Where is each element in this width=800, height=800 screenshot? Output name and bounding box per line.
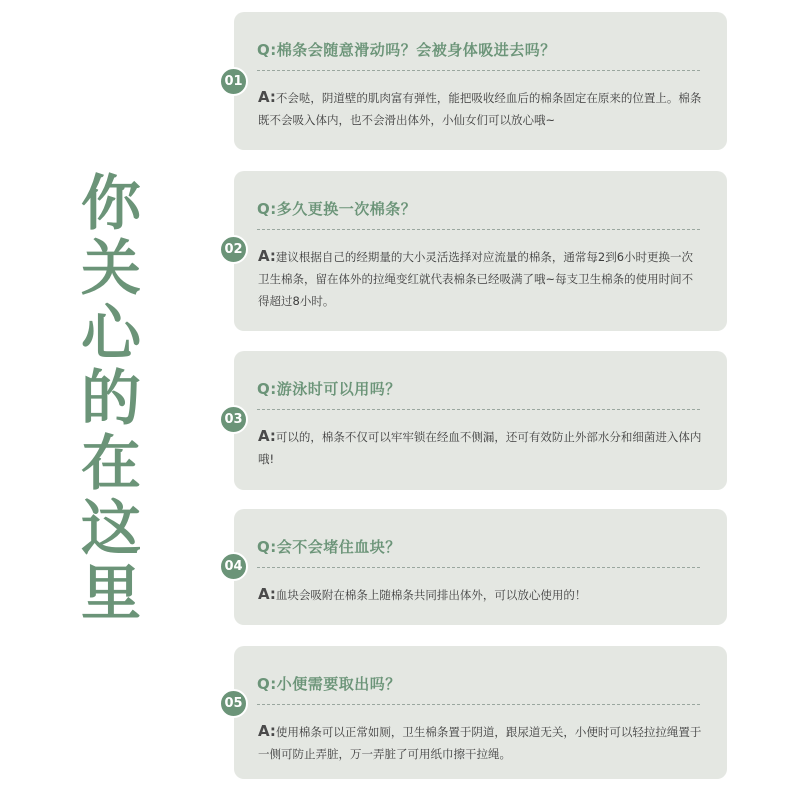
side-title-char: 在 bbox=[81, 429, 141, 499]
answer-prefix: A: bbox=[258, 247, 276, 265]
side-title-char: 里 bbox=[81, 559, 141, 629]
faq-answer bbox=[258, 720, 703, 765]
answer-prefix: A: bbox=[258, 88, 276, 106]
faq-number-badge: 03 bbox=[219, 405, 248, 434]
dashed-divider bbox=[257, 704, 700, 705]
faq-question: Q:多久更换一次棉条？ bbox=[257, 200, 417, 218]
side-title bbox=[78, 169, 144, 629]
dashed-divider bbox=[257, 229, 700, 230]
faq-answer bbox=[258, 583, 703, 606]
faq-card-3 bbox=[234, 351, 727, 490]
dashed-divider bbox=[257, 70, 700, 71]
side-title-char: 心 bbox=[81, 299, 141, 369]
answer-prefix: A: bbox=[258, 585, 276, 603]
faq-question: Q:会不会堵住血块？ bbox=[257, 538, 401, 556]
answer-text: 使用棉条可以正常如厕，卫生棉条置于阴道，跟尿道无关，小便时可以轻拉拉绳置于一侧可防止弄脏，万一弄脏了可用纸巾擦干拉绳。 bbox=[258, 725, 702, 761]
faq-answer bbox=[258, 245, 703, 312]
faq-number-badge: 04 bbox=[219, 552, 248, 581]
faq-card-4 bbox=[234, 509, 727, 625]
dashed-divider bbox=[257, 567, 700, 568]
answer-text: 血块会吸附在棉条上随棉条共同排出体外，可以放心使用的！ bbox=[275, 588, 587, 602]
answer-text: 建议根据自己的经期量的大小灵活选择对应流量的棉条，通常每2到6小时更换一次卫生棉条，留在体外的拉绳变红就代表棉条已经吸满了哦~每支卫生棉条的使用时间不得超过8小时。 bbox=[258, 250, 694, 308]
faq-card-1 bbox=[234, 12, 727, 150]
faq-number-badge: 02 bbox=[219, 235, 248, 264]
answer-text: 可以的，棉条不仅可以牢牢锁在经血不侧漏，还可有效防止外部水分和细菌进入体内哦! bbox=[258, 430, 702, 466]
dashed-divider bbox=[257, 409, 700, 410]
faq-card-5 bbox=[234, 646, 727, 779]
faq-answer bbox=[258, 425, 703, 470]
answer-prefix: A: bbox=[258, 427, 276, 445]
faq-answer bbox=[258, 86, 703, 131]
side-title-char: 的 bbox=[81, 364, 141, 434]
answer-text: 不会哒，阴道壁的肌肉富有弹性，能把吸收经血后的棉条固定在原来的位置上。棉条既不会吸入体内，也不会滑出体外，小仙女们可以放心哦~ bbox=[258, 91, 702, 127]
side-title-char: 你 bbox=[81, 169, 141, 239]
faq-question: Q:棉条会随意滑动吗？会被身体吸进去吗？ bbox=[257, 41, 556, 59]
side-title-char: 关 bbox=[81, 234, 141, 304]
faq-number-badge: 05 bbox=[219, 689, 248, 718]
faq-question: Q:小便需要取出吗？ bbox=[257, 675, 401, 693]
side-title-char: 这 bbox=[81, 494, 141, 564]
faq-number-badge: 01 bbox=[219, 67, 248, 96]
faq-card-2 bbox=[234, 171, 727, 331]
answer-prefix: A: bbox=[258, 722, 276, 740]
faq-question: Q:游泳时可以用吗？ bbox=[257, 380, 401, 398]
